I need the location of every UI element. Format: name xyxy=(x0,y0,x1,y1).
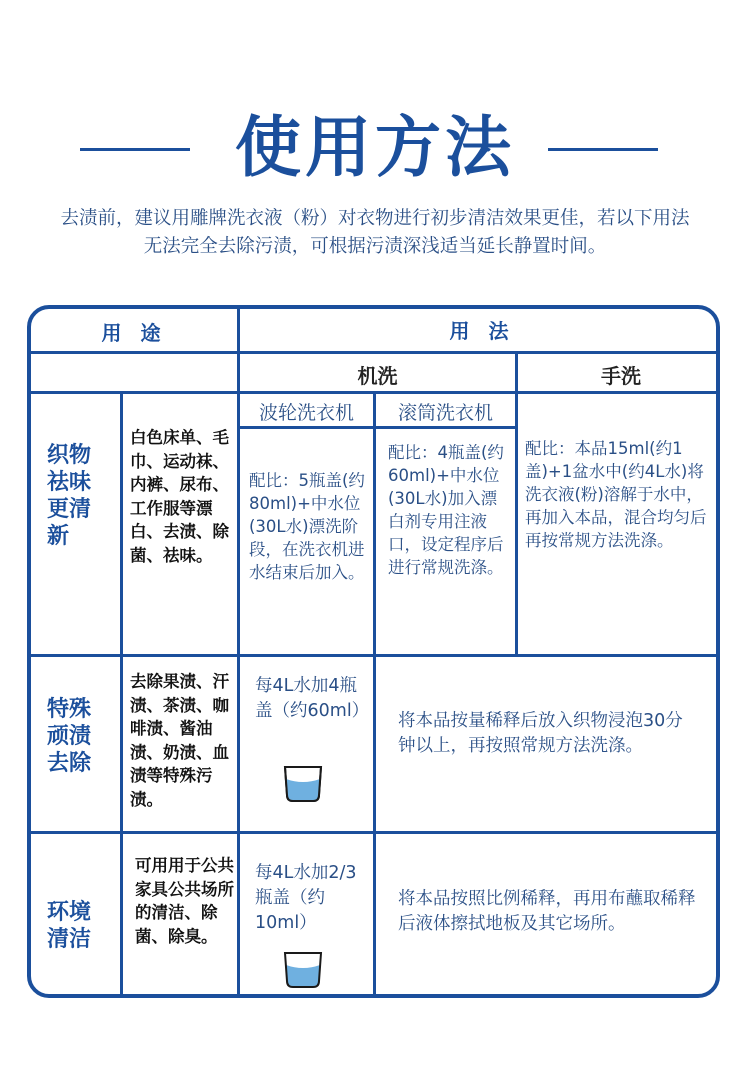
usage-table xyxy=(27,305,720,998)
header-hand: 手洗 xyxy=(601,364,641,388)
header-pulsator: 波轮洗衣机 xyxy=(258,402,354,424)
divider xyxy=(373,391,376,654)
header-drum: 滚筒洗衣机 xyxy=(397,402,493,424)
divider xyxy=(31,351,720,354)
header-usage: 用 途 xyxy=(101,321,167,345)
header-machine: 机洗 xyxy=(357,364,398,388)
row1-hand: 配比：本品15ml(约1盖)+1盆水中(约4L水)将洗衣液(粉)溶解于水中，再加入本品，混合均匀后再按常规方法洗涤。 xyxy=(525,439,707,550)
header-method: 用 法 xyxy=(449,319,515,343)
divider xyxy=(373,654,376,998)
row2-machine: 每4L水加4瓶盖（约60ml） xyxy=(255,676,370,721)
row1-drum: 配比：4瓶盖(约60ml)+中水位(30L水)加入漂白剂专用注液口，设定程序后进行常规洗涤。 xyxy=(388,443,504,577)
row2-hand: 将本品按量稀释后放入织物浸泡30分钟以上，再按照常规方法洗涤。 xyxy=(398,711,683,756)
row3-hand: 将本品按照比例稀释，再用布蘸取稀释后液体擦拭地板及其它场所。 xyxy=(398,889,696,934)
divider xyxy=(239,426,517,429)
cap-icon xyxy=(282,765,324,803)
page-title: 使用方法 xyxy=(235,109,515,186)
row1-pulsator: 配比：5瓶盖(约80ml)+中水位(30L水)漂洗阶段，在洗衣机进水结束后加入。 xyxy=(249,471,365,582)
intro-text: 去渍前，建议用雕牌洗衣液（粉）对衣物进行初步清洁效果更佳，若以下用法无法完全去除污渍，可根据污渍深浅适当延长静置时间。 xyxy=(60,208,690,257)
row1-usage: 白色床单、毛巾、运动袜、内裤、尿布、工作服等漂白、去渍、除菌、祛味。 xyxy=(130,428,229,565)
cap-icon xyxy=(282,951,324,989)
row2-usage: 去除果渍、汗渍、茶渍、咖啡渍、酱油渍、奶渍、血渍等特殊污渍。 xyxy=(130,672,229,809)
divider xyxy=(120,391,123,998)
row3-machine: 每4L水加2/3瓶盖（约10ml） xyxy=(255,863,357,933)
title-section xyxy=(0,108,750,198)
row1-category: 织物祛味更清新 xyxy=(47,443,92,549)
divider xyxy=(515,351,518,654)
title-divider-right xyxy=(548,148,658,151)
row2-category: 特殊顽渍去除 xyxy=(47,697,92,776)
row3-usage: 可用用于公共家具公共场所的清洁、除菌、除臭。 xyxy=(135,856,234,946)
row3-category: 环境清洁 xyxy=(47,900,92,952)
